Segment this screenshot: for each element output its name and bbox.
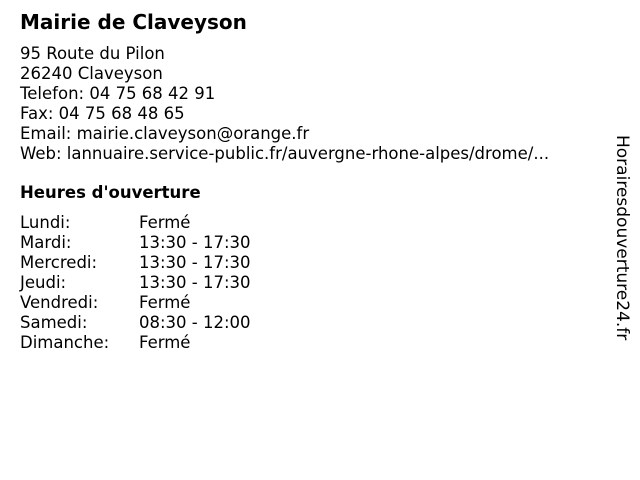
day-label: Mardi: [20,233,72,252]
hours-value: 13:30 - 17:30 [139,273,251,292]
day-label: Jeudi: [20,273,67,292]
hours-value: Fermé [139,293,191,312]
hours-value: Fermé [139,333,191,352]
email-address: Email: mairie.claveyson@orange.fr [20,124,310,143]
address-city: 26240 Claveyson [20,64,163,83]
hours-value: 13:30 - 17:30 [139,233,251,252]
site-watermark: Horairesdouverture24.fr [612,135,632,341]
day-label: Lundi: [20,213,71,232]
fax-number: Fax: 04 75 68 48 65 [20,104,185,123]
address-street: 95 Route du Pilon [20,44,165,63]
day-label: Mercredi: [20,253,98,272]
day-label: Dimanche: [20,333,110,352]
hours-value: Fermé [139,213,191,232]
hours-value: 08:30 - 12:00 [139,313,251,332]
day-label: Samedi: [20,313,88,332]
phone-number: Telefon: 04 75 68 42 91 [20,84,216,103]
website-link: Web: lannuaire.service-public.fr/auvergne-rhone-alpes/drome/... [20,144,550,163]
hours-value: 13:30 - 17:30 [139,253,251,272]
contact-block [20,44,549,164]
day-label: Vendredi: [20,293,99,312]
page-title: Mairie de Claveyson [20,10,247,34]
hours-heading: Heures d'ouverture [20,183,201,202]
